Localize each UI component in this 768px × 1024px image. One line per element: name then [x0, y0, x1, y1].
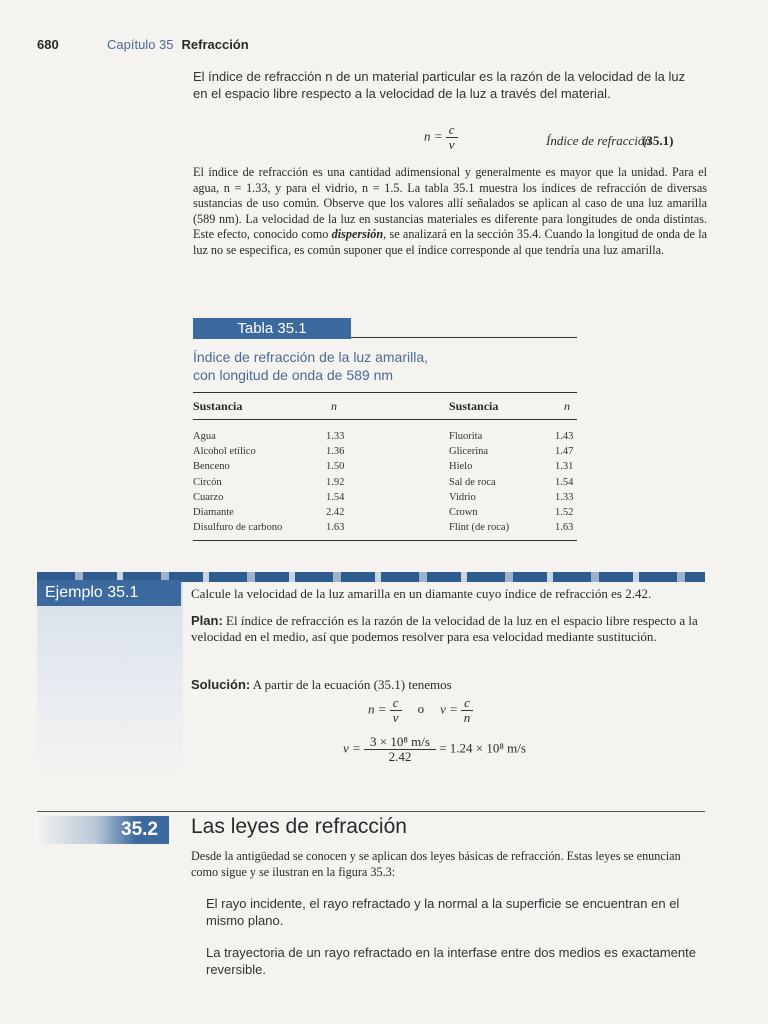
chapter-title: Refracción — [181, 37, 249, 52]
table-title-line-2: con longitud de onda de 589 nm — [193, 367, 394, 383]
law-1: El rayo incidente, el rayo refractado y la normal a la superficie se encuentran en el mismo plano. — [206, 896, 680, 928]
table-cell: 1.43 — [555, 431, 574, 442]
table-cell: Hielo — [449, 461, 473, 473]
eq-a-fraction — [390, 696, 402, 725]
table-cell: 1.63 — [326, 522, 345, 534]
page-number: 680 — [37, 37, 59, 52]
table-cell: 1.52 — [555, 507, 574, 519]
column-header-substance-left: Sustancia — [193, 399, 243, 413]
intro-definition: El índice de refracción n de un material particular es la razón de la velocidad de la luz en el espacio libre respecto a la velocidad de la luz a través del material. — [193, 69, 686, 101]
table-cell: 1.54 — [326, 491, 345, 503]
table-cell: 1.50 — [326, 461, 345, 473]
table-rule — [193, 419, 577, 420]
table-title — [193, 348, 513, 384]
table-cell: 1.33 — [555, 491, 574, 503]
table-cell: Disulfuro de carbono — [193, 522, 283, 534]
formula-lhs: n = — [424, 128, 443, 144]
solution-text: A partir de la ecuación (35.1) tenemos — [252, 677, 452, 692]
eq-c-lhs: v = — [343, 740, 361, 756]
eq-c-result: = 1.24 × 10⁸ m/s — [439, 740, 526, 756]
chapter-heading — [107, 37, 249, 52]
eq-a-numerator: c — [390, 696, 402, 711]
table-cell: Vidrio — [449, 491, 476, 503]
table-cell: Fluorita — [449, 431, 483, 442]
example-side-decoration — [37, 578, 183, 778]
formula-fraction — [446, 123, 458, 152]
column-header-n-left: n — [331, 399, 337, 413]
example-question: Calcule la velocidad de la luz amarilla en un diamante cuyo índice de refracción es 2.42. — [191, 586, 652, 601]
formula-number: (35.1) — [642, 133, 674, 148]
eq-b-numerator: c — [461, 696, 473, 711]
table-cell: Sal de roca — [449, 476, 496, 488]
eq-b-denominator: n — [463, 710, 471, 725]
formula-denominator: v — [448, 137, 455, 152]
value-list-right — [555, 429, 573, 535]
table-cell: Cuarzo — [193, 491, 224, 503]
formula-label: Índice de refracción — [546, 133, 651, 148]
eq-c-numerator: 3 × 10⁸ m/s — [364, 735, 436, 750]
term-dispersion: dispersión — [331, 227, 384, 241]
body-paragraph — [193, 165, 707, 258]
table-cell: 1.92 — [326, 476, 345, 488]
eq-a-denominator: v — [392, 710, 399, 725]
law-2: La trayectoria de un rayo refractado en la interfase entre dos medios es exactamente reversible. — [206, 945, 696, 977]
table-top-rule — [351, 337, 577, 338]
substance-list-right — [449, 429, 509, 535]
paragraph-text-2: , se analizará en la sección 35.4. Cuando la longitud de onda de la luz no se especifica, es común suponer que el índice corresponde al que tendría una luz amarilla. — [193, 227, 708, 257]
table-cell: Benceno — [193, 461, 230, 473]
refraction-index-formula — [424, 123, 458, 152]
table-cell: Diamante — [193, 507, 234, 519]
substance-list-left — [193, 429, 282, 535]
plan-label: Plan: — [191, 613, 223, 628]
paragraph-text-1: El índice de refracción es una cantidad adimensional y generalmente es mayor que la unidad. Para el agua, n = 1.33, y para el vidrio, n = 1.5. La tabla 35.1 muestra los índices de refracción de diversas sustancias de uso común. Observe que los valores allí señalados se aplican al caso de una luz amarilla (589 nm). La velocidad de la luz en sustancias materiales es diferente para longitudes de onda distintas. Este efecto, conocido como — [193, 165, 707, 241]
section-rule — [37, 811, 705, 812]
column-header-n-right: n — [564, 399, 570, 413]
value-list-left — [326, 429, 344, 535]
table-cell: 1.31 — [555, 461, 574, 473]
eq-c-fraction — [364, 735, 436, 764]
table-cell: Glicerina — [449, 446, 489, 458]
chapter-label: Capítulo 35 — [107, 37, 174, 52]
table-cell: Circón — [193, 476, 222, 488]
table-cell: 1.63 — [555, 522, 574, 534]
example-solution — [191, 677, 452, 693]
table-bottom-rule — [193, 540, 577, 541]
speed-calculation — [343, 735, 526, 764]
section-title: Las leyes de refracción — [191, 815, 407, 838]
formula-numerator: c — [446, 123, 458, 138]
eq-b-lhs: v = — [440, 701, 458, 717]
table-rule — [193, 392, 577, 393]
table-cell: 1.54 — [555, 476, 574, 488]
table-cell: 1.47 — [555, 446, 574, 458]
solution-equations — [368, 696, 473, 725]
table-title-line-1: Índice de refracción de la luz amarilla, — [193, 349, 429, 365]
table-header-tab: Tabla 35.1 — [193, 318, 351, 339]
table-cell: Alcohol etílico — [193, 446, 256, 458]
section-number: 35.2 — [121, 819, 158, 840]
example-plan — [191, 613, 705, 645]
solution-label: Solución: — [191, 677, 251, 692]
section-paragraph: Desde la antigüedad se conocen y se aplican dos leyes básicas de refracción. Estas leyes se enuncian como sigue y se ilustran en la figura 35.3: — [191, 849, 681, 879]
eq-or: o — [417, 701, 425, 717]
eq-b-fraction — [461, 696, 473, 725]
table-cell: Flint (de roca) — [449, 522, 510, 534]
example-label: Ejemplo 35.1 — [37, 580, 181, 606]
eq-c-denominator: 2.42 — [388, 749, 412, 764]
table-cell: 1.33 — [326, 431, 345, 442]
column-header-substance-right: Sustancia — [449, 399, 499, 413]
eq-a-lhs: n = — [368, 701, 387, 717]
plan-text: El índice de refracción es la razón de la velocidad de la luz en el espacio libre respecto a la velocidad en el medio, así que podemos resolver para esa velocidad mediante sustitución. — [191, 613, 698, 644]
table-cell: 2.42 — [326, 507, 345, 519]
table-cell: Agua — [193, 431, 216, 442]
table-cell: 1.36 — [326, 446, 345, 458]
table-cell: Crown — [449, 507, 478, 519]
